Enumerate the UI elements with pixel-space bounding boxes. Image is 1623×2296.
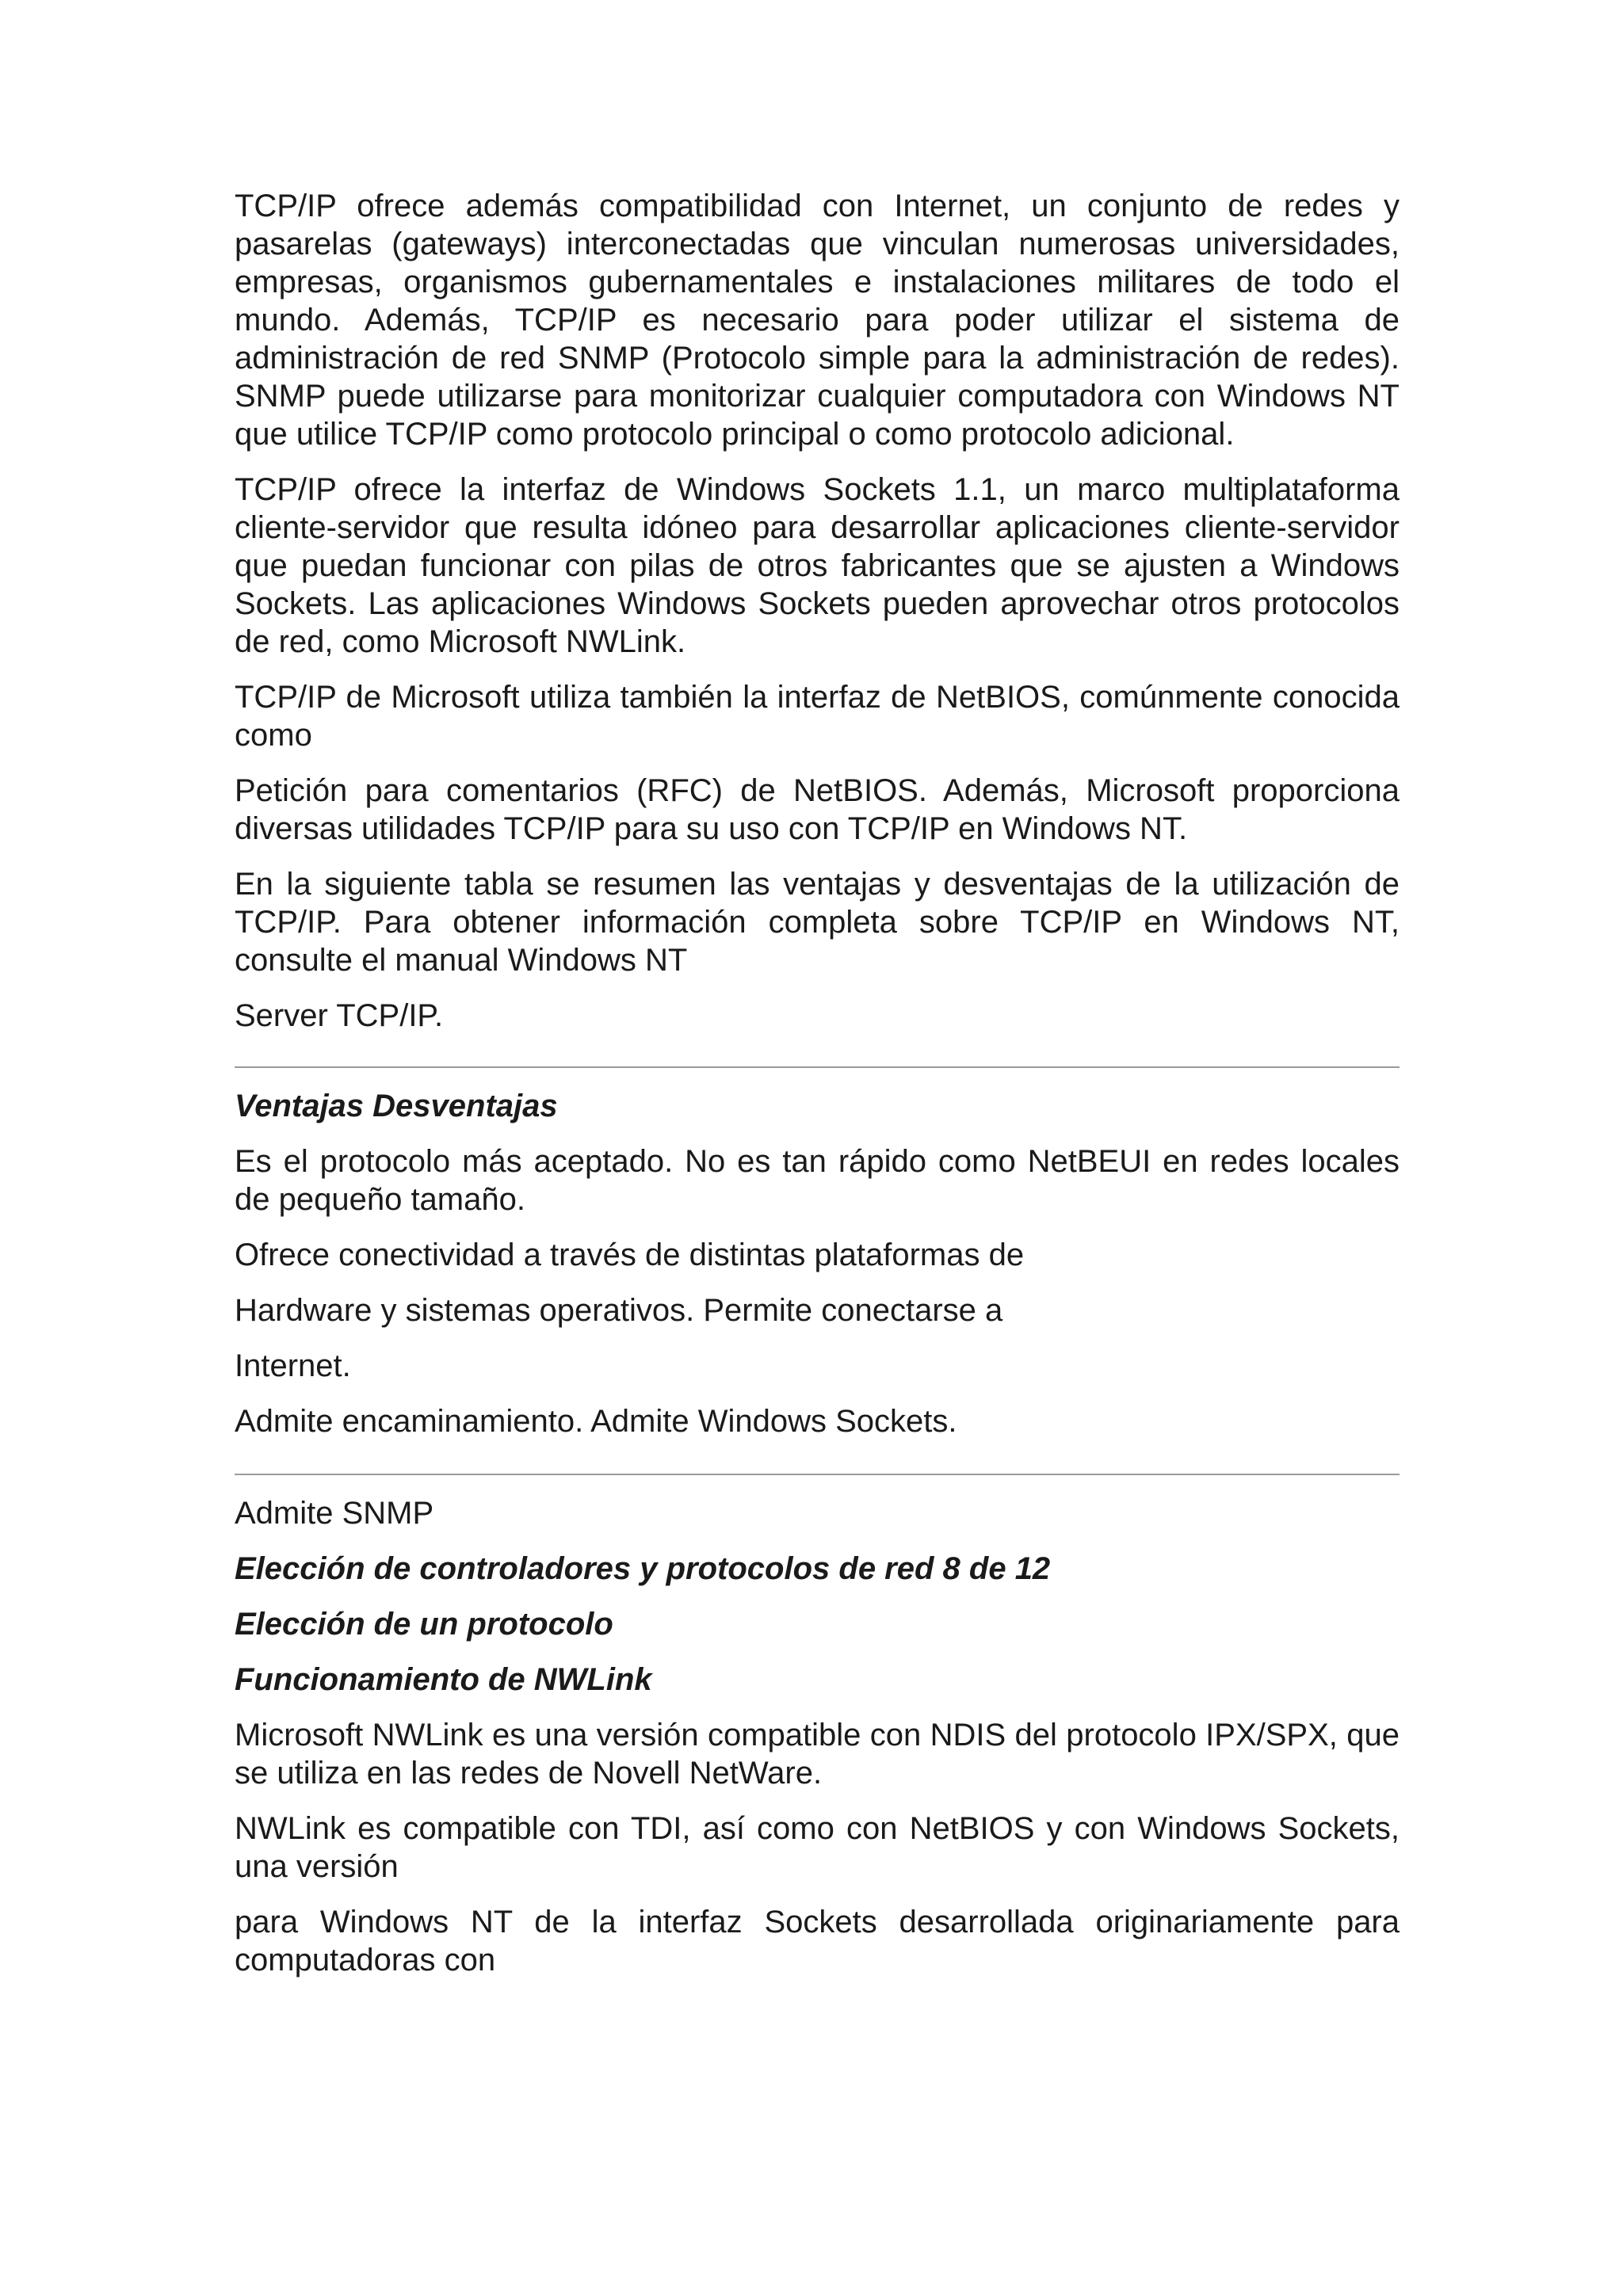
table-header: Ventajas Desventajas: [235, 1089, 558, 1123]
table-row: Internet.: [235, 1348, 351, 1383]
table-row: Ofrece conectividad a través de distintas plataformas de: [235, 1238, 1025, 1272]
document-page: [235, 187, 1400, 1997]
table-row: Es el protocolo más aceptado. No es tan rápido como NetBEUI en redes locales de pequeño tamaño.: [235, 1144, 1400, 1217]
heading-section: Elección de un protocolo: [235, 1607, 613, 1642]
heading-subsection: Funcionamiento de NWLink: [235, 1662, 652, 1697]
paragraph-rfc-netbios: Petición para comentarios (RFC) de NetBIOS. Además, Microsoft proporciona diversas utilidades TCP/IP para su uso con TCP/IP en Windows NT.: [235, 773, 1400, 846]
paragraph-table-intro: En la siguiente tabla se resumen las ventajas y desventajas de la utilización de TCP/IP. Para obtener información completa sobre TCP/IP en Windows NT, consulte el manual Windows NT: [235, 867, 1400, 978]
table-top-divider: [235, 1066, 1400, 1068]
paragraph-internet-compat: TCP/IP ofrece además compatibilidad con Internet, un conjunto de redes y pasarelas (gateways) interconectadas que vinculan numerosas universidades, empresas, organismos gubernamentales e instalaciones militares de todo el mundo. Además, TCP/IP es necesario para poder utilizar el sistema de administración de red SNMP (Protocolo simple para la administración de redes). SNMP puede utilizarse para monitorizar cualquier computadora con Windows NT que utilice TCP/IP como protocolo principal o como protocolo adicional.: [235, 189, 1400, 452]
paragraph-windows-sockets: TCP/IP ofrece la interfaz de Windows Sockets 1.1, un marco multiplataforma cliente-servidor que resulta idóneo para desarrollar aplicaciones cliente-servidor que puedan funcionar con pilas de otros fabricantes que se ajusten a Windows Sockets. Las aplicaciones Windows Sockets pueden aprovechar otros protocolos de red, como Microsoft NWLink.: [235, 472, 1400, 659]
text-admite-snmp: Admite SNMP: [235, 1496, 434, 1531]
paragraph-nwlink-sockets: para Windows NT de la interfaz Sockets desarrollada originariamente para computadoras con: [235, 1905, 1400, 1978]
table-row: Hardware y sistemas operativos. Permite conectarse a: [235, 1293, 1003, 1328]
heading-chapter: Elección de controladores y protocolos de red 8 de 12: [235, 1551, 1051, 1586]
table-bottom-divider: [235, 1474, 1400, 1475]
paragraph-server-tcpip: Server TCP/IP.: [235, 998, 444, 1033]
paragraph-nwlink-tdi: NWLink es compatible con TDI, así como con NetBIOS y con Windows Sockets, una versión: [235, 1811, 1400, 1884]
paragraph-netbios: TCP/IP de Microsoft utiliza también la interfaz de NetBIOS, comúnmente conocida como: [235, 680, 1400, 753]
table-row: Admite encaminamiento. Admite Windows Sockets.: [235, 1404, 957, 1439]
paragraph-nwlink-intro: Microsoft NWLink es una versión compatible con NDIS del protocolo IPX/SPX, que se utiliza en las redes de Novell NetWare.: [235, 1718, 1400, 1791]
